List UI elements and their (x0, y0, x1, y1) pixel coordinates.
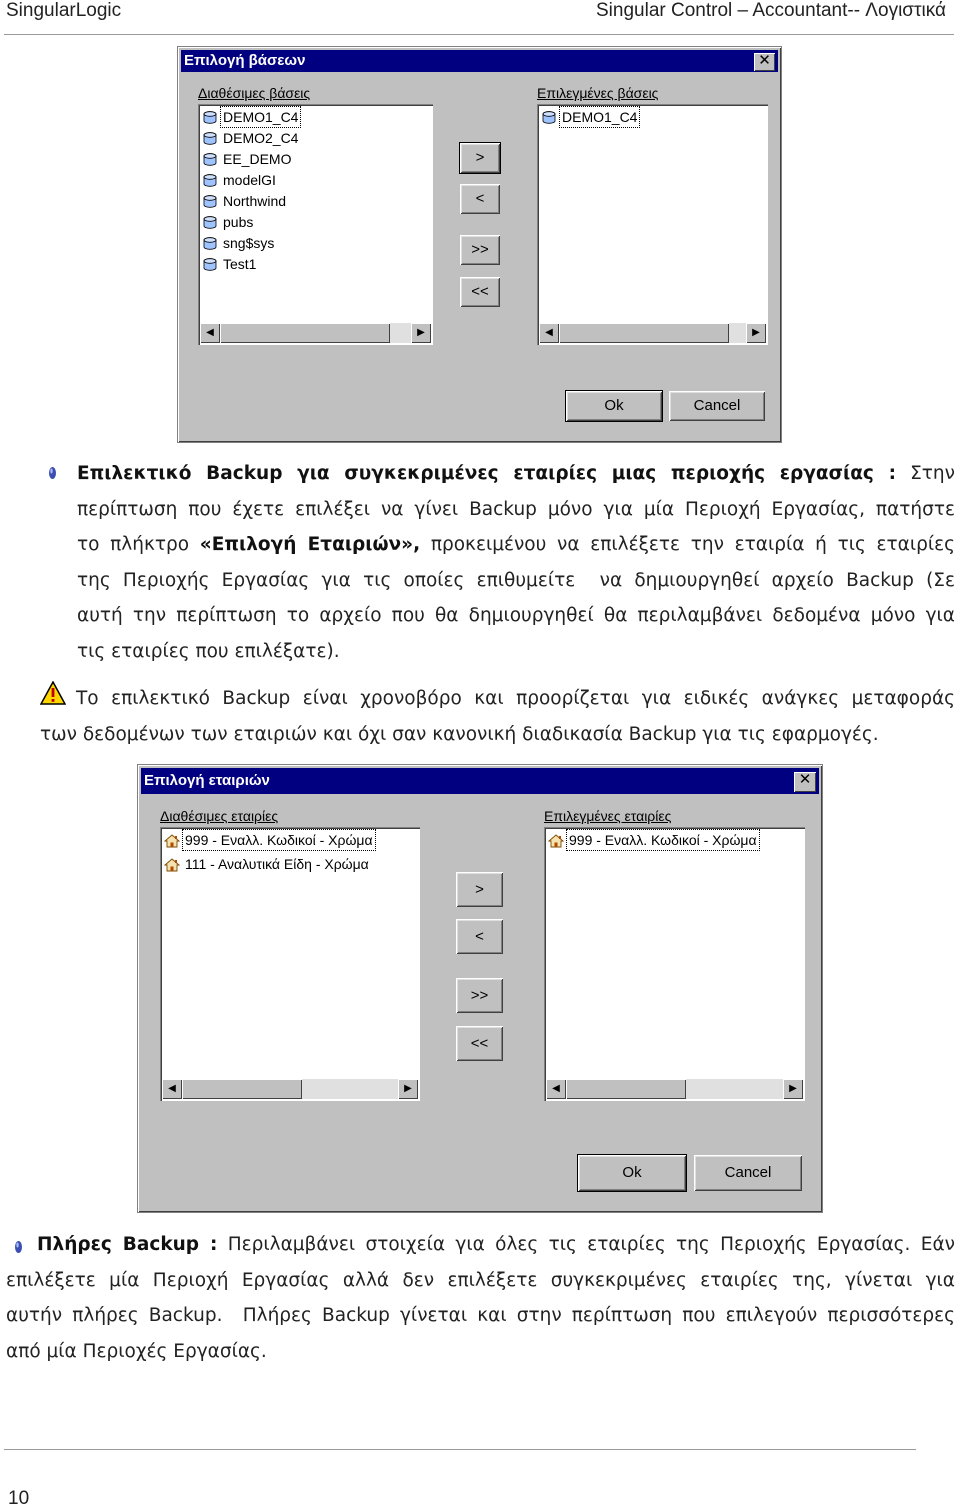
bullet-icon (48, 466, 57, 480)
company-icon (548, 832, 567, 848)
list-item-label: EE_DEMO (223, 151, 292, 167)
paragraph-text: το πλήκτρο (77, 534, 190, 555)
add-all-button[interactable]: >> (460, 235, 500, 265)
page-number: 10 (8, 1488, 30, 1508)
scroll-left-icon[interactable]: ◀ (546, 1079, 566, 1099)
horizontal-scrollbar[interactable] (162, 1079, 418, 1099)
warning-line-2: των δεδομένων των εταιριών και όχι σαν κανονική διαδικασία Backup για τις εφαρμογές. (40, 723, 879, 745)
scroll-thumb[interactable] (559, 323, 729, 343)
list-item-label: pubs (223, 214, 254, 230)
selective-backup-title: Επιλεκτικό Backup για συγκεκριμένες εταιρίες μιας περιοχής εργασίας : (77, 463, 896, 484)
scroll-right-icon[interactable]: ▶ (783, 1079, 803, 1099)
selected-databases-list[interactable] (537, 104, 768, 345)
selected-companies-label: Επιλεγμένες εταιρίες (544, 808, 672, 824)
full-backup-line-4: από μία Περιοχές Εργασίας. (6, 1340, 267, 1362)
scroll-left-icon[interactable]: ◀ (162, 1079, 182, 1099)
selective-backup-line-1 (77, 456, 955, 492)
company-list-item[interactable] (164, 854, 371, 874)
scroll-thumb[interactable] (566, 1079, 686, 1099)
full-backup-title: Πλήρες Backup : (37, 1234, 218, 1255)
database-list-item[interactable] (202, 233, 276, 253)
database-list-item[interactable] (202, 212, 255, 232)
remove-selected-button[interactable]: < (460, 184, 500, 214)
horizontal-scrollbar[interactable] (200, 323, 431, 343)
database-list-item[interactable] (202, 149, 293, 169)
scroll-right-icon[interactable]: ▶ (411, 323, 431, 343)
selected-companies-list[interactable] (544, 827, 805, 1101)
list-item-label: DEMO1_C4 (562, 109, 638, 125)
warning-line-1 (40, 681, 955, 717)
add-selected-button[interactable]: > (460, 143, 500, 173)
selected-databases-label: Επιλεγμένες βάσεις (537, 85, 659, 101)
database-list-item[interactable] (202, 191, 288, 211)
dialog-title-bar: Επιλογή εταιριών (141, 768, 819, 794)
remove-all-button[interactable]: << (456, 1026, 503, 1061)
list-item-label: 111 - Αναλυτικά Είδη - Χρώμα (185, 856, 369, 872)
horizontal-scrollbar[interactable] (539, 323, 766, 343)
company-icon (164, 832, 183, 848)
available-companies-label: Διαθέσιμες εταιρίες (160, 808, 279, 824)
add-all-button[interactable]: >> (456, 978, 503, 1013)
available-companies-list[interactable] (160, 827, 420, 1101)
database-icon (202, 172, 221, 188)
warning-paragraph (40, 681, 955, 752)
paragraph-text: Στην (910, 463, 955, 484)
selective-backup-line-3 (77, 527, 955, 563)
database-icon (202, 151, 221, 167)
select-companies-key-label: «Επιλογή Εταιριών», (199, 534, 421, 555)
close-icon[interactable]: ✕ (754, 53, 775, 71)
paragraph-text: προκειμένου να επιλέξετε την εταιρία ή τις εταιρίες (430, 534, 955, 555)
company-icon (164, 856, 183, 872)
selective-backup-line-2: περίπτωση που έχετε επιλέξει να γίνει Backup μόνο για μία Περιοχή Εργασίας, πατήστε (77, 498, 955, 520)
cancel-button[interactable]: Cancel (669, 391, 765, 421)
database-icon (202, 109, 221, 125)
close-icon[interactable]: ✕ (794, 772, 816, 792)
full-backup-line-3: αυτήν πλήρες Backup. Πλήρες Backup γίνεται και στην περίπτωση που επιλεγούν περισσότερες (6, 1305, 955, 1326)
horizontal-scrollbar[interactable] (546, 1079, 803, 1099)
select-companies-dialog (137, 764, 823, 1213)
available-databases-label: Διαθέσιμες βάσεις (198, 85, 311, 101)
database-list-item[interactable] (202, 170, 278, 190)
scroll-thumb[interactable] (182, 1079, 302, 1099)
database-icon (541, 109, 560, 125)
database-list-item[interactable] (202, 128, 300, 148)
footer-divider (4, 1449, 916, 1450)
list-item-label: DEMO2_C4 (223, 130, 299, 146)
header-document-title: Singular Control – Accountant-- Λογιστικά (596, 0, 946, 21)
list-item-label: modelGI (223, 172, 276, 188)
full-backup-paragraph (6, 1227, 955, 1369)
scroll-left-icon[interactable]: ◀ (539, 323, 559, 343)
paragraph-text: Περιλαμβάνει στοιχεία για όλες τις εταιρίες της Περιοχής Εργασίας. Εάν (227, 1234, 955, 1255)
list-item-label: DEMO1_C4 (223, 109, 299, 125)
selective-backup-line-5: αυτή την περίπτωση το αρχείο που θα δημιουργηθεί θα περιλαμβάνει δεδομένα μόνο για (77, 605, 955, 626)
ok-button[interactable]: Ok (566, 391, 662, 421)
page-header (0, 0, 960, 34)
company-list-item[interactable] (164, 830, 375, 850)
scroll-left-icon[interactable]: ◀ (200, 323, 220, 343)
list-item-label: sng$sys (223, 235, 275, 251)
add-selected-button[interactable]: > (456, 872, 503, 907)
database-icon (202, 235, 221, 251)
database-icon (202, 256, 221, 272)
available-databases-list[interactable] (198, 104, 433, 345)
remove-selected-button[interactable]: < (456, 919, 503, 954)
list-item-label: Northwind (223, 193, 287, 209)
database-list-item[interactable] (202, 107, 300, 127)
selective-backup-line-4: της Περιοχής Εργασίας για τις οποίες επιθυμείτε να δημιουργηθεί αρχείο Backup (Σε (77, 569, 955, 591)
selective-backup-paragraph (77, 456, 955, 669)
selective-backup-line-6: τις εταιρίες που επιλέξατε). (77, 640, 340, 662)
header-company: SingularLogic (6, 0, 122, 21)
remove-all-button[interactable]: << (460, 277, 500, 307)
full-backup-line-2: επιλέξετε μία Περιοχή Εργασίας αλλά δεν επιλέξετε συγκεκριμένες εταιρίες της, γίνεται για (6, 1269, 955, 1291)
ok-button[interactable]: Ok (578, 1155, 686, 1191)
list-item-label: Test1 (223, 256, 257, 272)
database-icon (202, 214, 221, 230)
header-divider (4, 34, 954, 35)
database-list-item[interactable] (202, 254, 258, 274)
list-item-label: 999 - Εναλλ. Κωδικοί - Χρώμα (569, 832, 757, 848)
database-icon (202, 130, 221, 146)
cancel-button[interactable]: Cancel (694, 1155, 802, 1191)
company-list-item[interactable] (548, 830, 759, 850)
full-backup-line-1 (6, 1227, 955, 1263)
database-icon (202, 193, 221, 209)
scroll-right-icon[interactable]: ▶ (746, 323, 766, 343)
database-list-item[interactable] (541, 107, 639, 127)
list-item-label: 999 - Εναλλ. Κωδικοί - Χρώμα (185, 832, 373, 848)
scroll-thumb[interactable] (220, 323, 390, 343)
paragraph-text: Το επιλεκτικό Backup είναι χρονοβόρο και προορίζεται για ειδικές ανάγκες μεταφοράς (76, 688, 955, 709)
dialog-title-bar: Επιλογή βάσεων (181, 50, 778, 72)
scroll-right-icon[interactable]: ▶ (398, 1079, 418, 1099)
select-databases-dialog (177, 46, 782, 443)
